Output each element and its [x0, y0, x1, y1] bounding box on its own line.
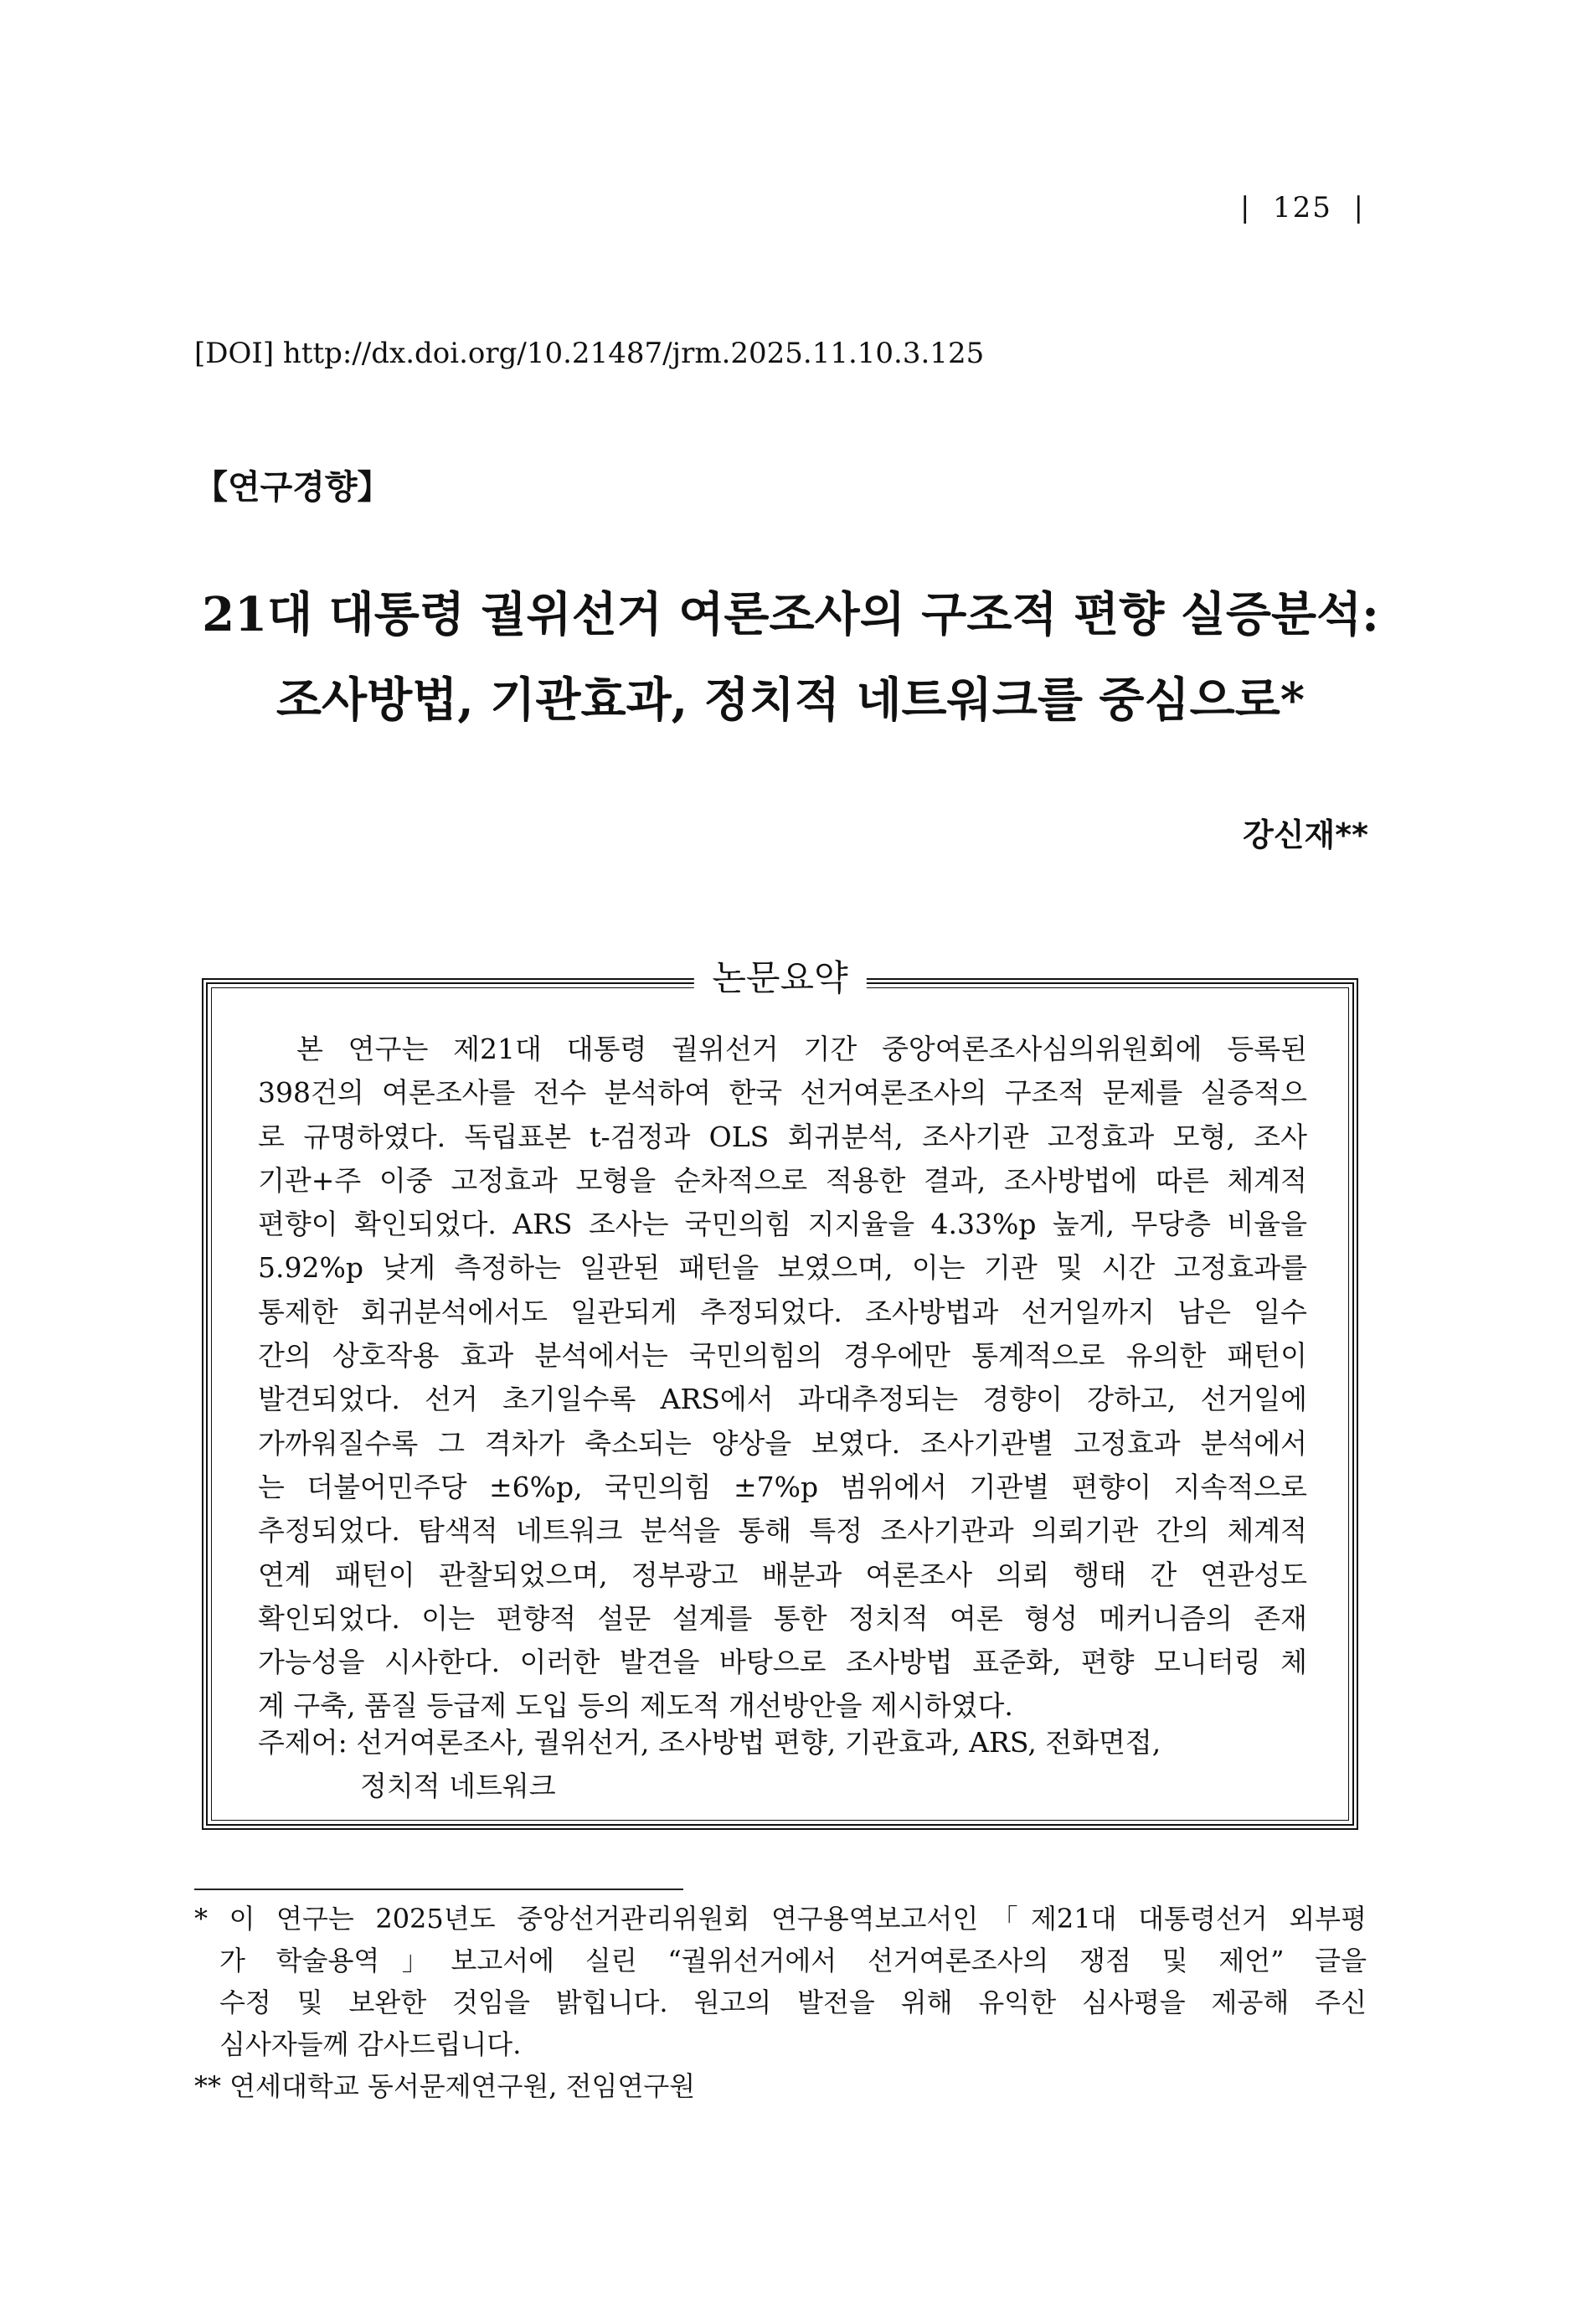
keywords	[258, 1721, 1307, 1809]
abstract-line: 398건의 여론조사를 전수 분석하여 한국 선거여론조사의 구조적 문제를 실증적으	[258, 1076, 1307, 1110]
page-number: | 125 |	[1239, 191, 1365, 224]
article-category: 【연구경향】	[194, 468, 391, 507]
footnote-1	[194, 1898, 1367, 2065]
abstract-line: 기관+주 이중 고정효과 모형을 순차적으로 적용한 결과, 조사방법에 따른 체계적	[258, 1163, 1307, 1197]
footnote-1-line: 심사자들께 감사드립니다.	[219, 2028, 522, 2060]
doi-link[interactable]: [DOI] http://dx.doi.org/10.21487/jrm.2025.11.10.3.125	[194, 337, 985, 370]
abstract-line: 추정되었다. 탐색적 네트워크 분석을 통해 특정 조사기관과 의뢰기관 간의 체계적	[258, 1514, 1307, 1548]
abstract-line: 발견되었다. 선거 초기일수록 ARS에서 과대추정되는 경향이 강하고, 선거일에	[258, 1383, 1307, 1416]
abstract-line: 가능성을 시사한다. 이러한 발견을 바탕으로 조사방법 표준화, 편향 모니터링 체	[258, 1646, 1307, 1679]
footnotes	[194, 1898, 1367, 2107]
title-line-1: 21대 대통령 궐위선거 여론조사의 구조적 편향 실증분석:	[202, 587, 1379, 642]
footnote-divider	[194, 1889, 683, 1890]
footnote-1-line: 수정 및 보완한 것임을 밝힙니다. 원고의 발전을 위해 유익한 심사평을 제공해 주신	[219, 1986, 1367, 2018]
author: 강신재**	[1243, 817, 1368, 853]
footnote-1-line: 가 학술용역」보고서에 실린 “궐위선거에서 선거여론조사의 쟁점 및 제언” 글을	[219, 1945, 1367, 1976]
abstract-heading: 논문요약	[693, 956, 866, 1001]
abstract-line: 연계 패턴이 관찰되었으며, 정부광고 배분과 여론조사 의뢰 행태 간 연관성도	[258, 1558, 1307, 1591]
abstract-line: 간의 상호작용 효과 분석에서는 국민의힘의 경우에만 통계적으로 유의한 패턴이	[258, 1339, 1307, 1373]
abstract-line: 계 구축, 품질 등급제 도입 등의 제도적 개선방안을 제시하였다.	[258, 1689, 1013, 1723]
abstract-line: 본 연구는 제21대 대통령 궐위선거 기간 중앙여론조사심의위원회에 등록된	[296, 1033, 1307, 1065]
abstract-line: 가까워질수록 그 격차가 축소되는 양상을 보였다. 조사기관별 고정효과 분석에서	[258, 1426, 1307, 1460]
keywords-line-1: 주제어: 선거여론조사, 궐위선거, 조사방법 편향, 기관효과, ARS, 전화면접,	[258, 1726, 1161, 1759]
abstract-line: 는 더불어민주당 ±6%p, 국민의힘 ±7%p 범위에서 기관별 편향이 지속적으로	[258, 1470, 1307, 1503]
abstract-line: 5.92%p 낮게 측정하는 일관된 패턴을 보였으며, 이는 기관 및 시간 고정효과를	[258, 1251, 1307, 1285]
abstract-line: 로 규명하였다. 독립표본 t-검정과 OLS 회귀분석, 조사기관 고정효과 모형, 조사	[258, 1120, 1307, 1153]
keywords-line-2: 정치적 네트워크	[360, 1770, 556, 1803]
abstract-line: 통제한 회귀분석에서도 일관되게 추정되었다. 조사방법과 선거일까지 남은 일수	[258, 1295, 1307, 1328]
footnote-2: ** 연세대학교 동서문제연구원, 전임연구원	[194, 2070, 696, 2102]
abstract-line: 편향이 확인되었다. ARS 조사는 국민의힘 지지율을 4.33%p 높게, 무당층 비율을	[258, 1208, 1307, 1241]
abstract-line: 확인되었다. 이는 편향적 설문 설계를 통한 정치적 여론 형성 메커니즘의 존재	[258, 1601, 1307, 1635]
footnote-1-line: * 이 연구는 2025년도 중앙선거관리위원회 연구용역보고서인「제21대 대통령선거 외부평	[194, 1903, 1367, 1935]
title-line-2: 조사방법, 기관효과, 정치적 네트워크를 중심으로*	[276, 672, 1305, 728]
abstract-box	[202, 957, 1358, 1830]
abstract-body	[258, 1028, 1307, 1729]
